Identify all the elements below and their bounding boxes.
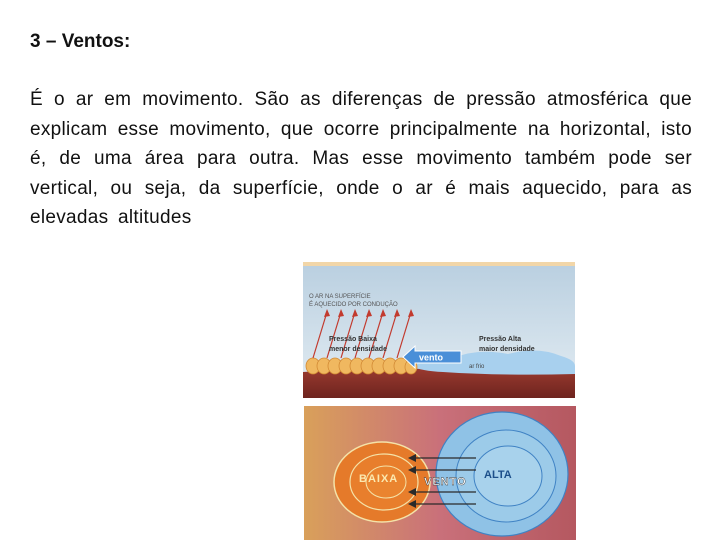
conduction-caption-line2: É AQUECIDO POR CONDUÇÃO <box>309 302 398 308</box>
top-strip <box>303 262 575 266</box>
low-pressure-label-line1: Pressão Baixa <box>329 336 377 343</box>
wind-cross-section-figure <box>303 262 575 398</box>
conduction-caption-line1: O AR NA SUPERFÍCIE <box>309 294 371 300</box>
high-pressure-label: ALTA <box>484 469 512 481</box>
low-pressure-label-line2: menor densidade <box>329 346 387 353</box>
warm-air-rolls <box>306 358 417 374</box>
section-heading: 3 – Ventos: <box>30 31 131 52</box>
high-pressure-label-line1: Pressão Alta <box>479 336 522 343</box>
wind-arrow-label: vento <box>419 352 444 363</box>
body-paragraph: É o ar em movimento. São as diferenças de pressão atmosférica que explicam esse movimento, que ocorre principalmente na horizontal, isto é, de uma área para outra. Mas esse movimento também pode ser vertical, ou seja, da superfície, onde o ar é mais aquecido, para as elevadas altitudes <box>30 89 692 228</box>
high-pressure-label-line2: maior densidade <box>479 346 535 353</box>
wind-label: VENTO <box>424 476 467 488</box>
pressure-map-figure <box>304 406 576 540</box>
low-pressure-label: BAIXA <box>359 473 399 485</box>
cold-air-label: ar frio <box>469 364 485 370</box>
